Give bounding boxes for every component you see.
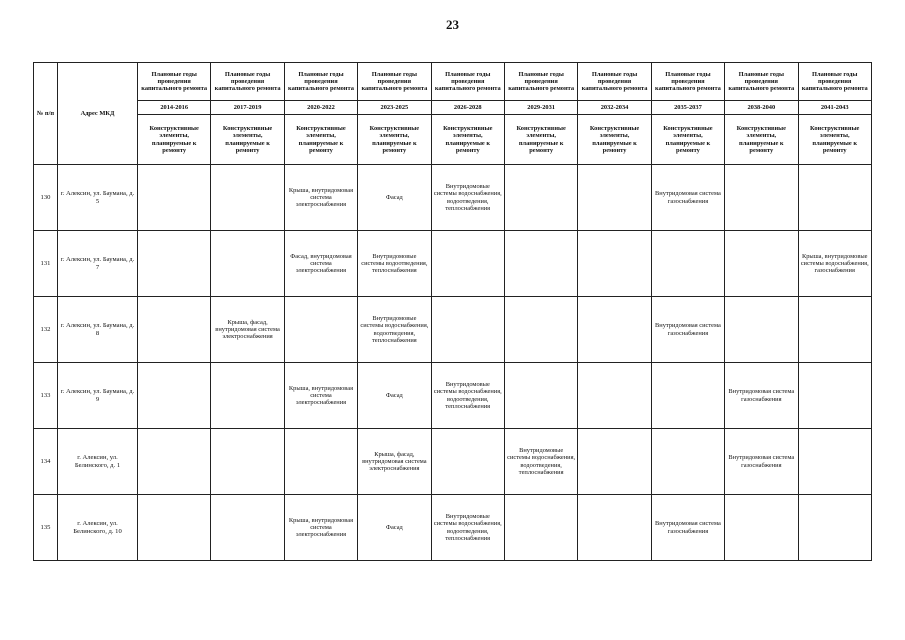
header-year-range: 2029-2031 (504, 101, 577, 115)
repair-cell: Внутридомовые системы водоотведения, теплоснабжения (358, 231, 431, 297)
repair-cell (651, 231, 724, 297)
repair-cell (578, 297, 651, 363)
table-row (34, 429, 872, 495)
repair-cell (578, 363, 651, 429)
repair-cell (138, 165, 211, 231)
repair-cell: Внутридомовые системы водоснабжения, водоотведения, теплоснабжения (358, 297, 431, 363)
repair-cell (431, 429, 504, 495)
repair-cell (725, 231, 798, 297)
header-num: № п/п (34, 63, 58, 165)
repair-cell (504, 231, 577, 297)
repair-cell: Внутридомовая система газоснабжения (651, 297, 724, 363)
header-elements: Конструктивные элементы, планируемые к ремонту (284, 115, 357, 165)
repair-cell (798, 495, 871, 561)
repair-cell: Фасад (358, 363, 431, 429)
header-row-years (34, 101, 872, 115)
header-year-range: 2041-2043 (798, 101, 871, 115)
repair-cell (798, 363, 871, 429)
repair-cell (798, 429, 871, 495)
row-address: г. Алексин, ул. Баумана, д. 5 (58, 165, 138, 231)
repair-cell (284, 429, 357, 495)
header-year-range: 2035-2037 (651, 101, 724, 115)
repair-cell (651, 429, 724, 495)
repair-cell (211, 231, 284, 297)
repair-cell (798, 165, 871, 231)
repair-cell (578, 231, 651, 297)
header-elements: Конструктивные элементы, планируемые к ремонту (504, 115, 577, 165)
repair-cell: Фасад (358, 495, 431, 561)
header-row-elements (34, 115, 872, 165)
header-year-range: 2038-2040 (725, 101, 798, 115)
repair-cell (798, 297, 871, 363)
table-row (34, 495, 872, 561)
header-period: Плановые годы проведения капитального ремонта (431, 63, 504, 101)
repair-cell (138, 231, 211, 297)
row-address: г. Алексин, ул. Баумана, д. 7 (58, 231, 138, 297)
repair-cell (578, 429, 651, 495)
header-elements: Конструктивные элементы, планируемые к ремонту (725, 115, 798, 165)
repair-cell (504, 165, 577, 231)
repair-cell (725, 297, 798, 363)
repair-cell (211, 495, 284, 561)
row-number: 134 (34, 429, 58, 495)
header-period: Плановые годы проведения капитального ремонта (211, 63, 284, 101)
repair-cell: Крыша, внутридомовая система электроснабжения (284, 495, 357, 561)
repair-cell: Внутридомовые системы водоснабжения, водоотведения, теплоснабжения (431, 363, 504, 429)
repair-cell: Фасад (358, 165, 431, 231)
repair-cell (431, 231, 504, 297)
table-row (34, 297, 872, 363)
header-year-range: 2020-2022 (284, 101, 357, 115)
repair-cell: Фасад, внутридомовая система электроснабжения (284, 231, 357, 297)
header-year-range: 2032-2034 (578, 101, 651, 115)
repair-cell (138, 297, 211, 363)
row-address: г. Алексин, ул. Баумана, д. 8 (58, 297, 138, 363)
header-elements: Конструктивные элементы, планируемые к ремонту (431, 115, 504, 165)
repair-cell (578, 165, 651, 231)
table-row (34, 231, 872, 297)
repair-cell (725, 165, 798, 231)
row-number: 135 (34, 495, 58, 561)
table-row (34, 363, 872, 429)
header-elements: Конструктивные элементы, планируемые к ремонту (798, 115, 871, 165)
repair-cell (578, 495, 651, 561)
header-period: Плановые годы проведения капитального ремонта (284, 63, 357, 101)
repair-cell: Внутридомовая система газоснабжения (651, 165, 724, 231)
header-period: Плановые годы проведения капитального ремонта (798, 63, 871, 101)
table-row (34, 165, 872, 231)
header-row-periods (34, 63, 872, 101)
repair-cell (504, 297, 577, 363)
repair-cell (138, 429, 211, 495)
repair-cell (504, 495, 577, 561)
repair-cell (138, 495, 211, 561)
repair-cell (284, 297, 357, 363)
header-year-range: 2017-2019 (211, 101, 284, 115)
header-elements: Конструктивные элементы, планируемые к ремонту (138, 115, 211, 165)
header-elements: Конструктивные элементы, планируемые к ремонту (578, 115, 651, 165)
repair-cell (211, 429, 284, 495)
repair-cell (504, 363, 577, 429)
repair-cell: Внутридомовая система газоснабжения (651, 495, 724, 561)
header-elements: Конструктивные элементы, планируемые к ремонту (358, 115, 431, 165)
row-number: 130 (34, 165, 58, 231)
header-address: Адрес МКД (58, 63, 138, 165)
header-elements: Конструктивные элементы, планируемые к ремонту (651, 115, 724, 165)
repair-cell: Внутридомовая система газоснабжения (725, 429, 798, 495)
repair-cell (725, 495, 798, 561)
repair-cell: Крыша, внутридомовые системы водоснабжения, газоснабжения (798, 231, 871, 297)
repair-cell (138, 363, 211, 429)
header-year-range: 2026-2028 (431, 101, 504, 115)
row-number: 133 (34, 363, 58, 429)
repair-cell (211, 363, 284, 429)
page-number: 23 (446, 17, 459, 32)
row-number: 132 (34, 297, 58, 363)
header-period: Плановые годы проведения капитального ремонта (504, 63, 577, 101)
row-address: г. Алексин, ул. Баумана, д. 9 (58, 363, 138, 429)
repair-cell: Крыша, внутридомовая система электроснабжения (284, 363, 357, 429)
row-address: г. Алексин, ул. Белинского, д. 10 (58, 495, 138, 561)
header-period: Плановые годы проведения капитального ремонта (651, 63, 724, 101)
header-elements: Конструктивные элементы, планируемые к ремонту (211, 115, 284, 165)
header-period: Плановые годы проведения капитального ремонта (578, 63, 651, 101)
repair-cell: Крыша, фасад, внутридомовая система электроснабжения (358, 429, 431, 495)
header-period: Плановые годы проведения капитального ремонта (725, 63, 798, 101)
repair-cell (651, 363, 724, 429)
repair-cell: Крыша, внутридомовая система электроснабжения (284, 165, 357, 231)
header-year-range: 2023-2025 (358, 101, 431, 115)
repair-cell: Внутридомовые системы водоснабжения, водоотведения, теплоснабжения (431, 165, 504, 231)
capital-repair-table (33, 62, 872, 561)
header-period: Плановые годы проведения капитального ремонта (358, 63, 431, 101)
row-address: г. Алексин, ул. Белинского, д. 1 (58, 429, 138, 495)
row-number: 131 (34, 231, 58, 297)
repair-cell (211, 165, 284, 231)
repair-cell: Внутридомовые системы водоснабжения, водоотведения, теплоснабжения (504, 429, 577, 495)
repair-cell: Внутридомовые системы водоснабжения, водоотведения, теплоснабжения (431, 495, 504, 561)
repair-cell (431, 297, 504, 363)
repair-cell: Крыша, фасад, внутридомовая система электроснабжения (211, 297, 284, 363)
header-period: Плановые годы проведения капитального ремонта (138, 63, 211, 101)
header-year-range: 2014-2016 (138, 101, 211, 115)
repair-cell: Внутридомовая система газоснабжения (725, 363, 798, 429)
